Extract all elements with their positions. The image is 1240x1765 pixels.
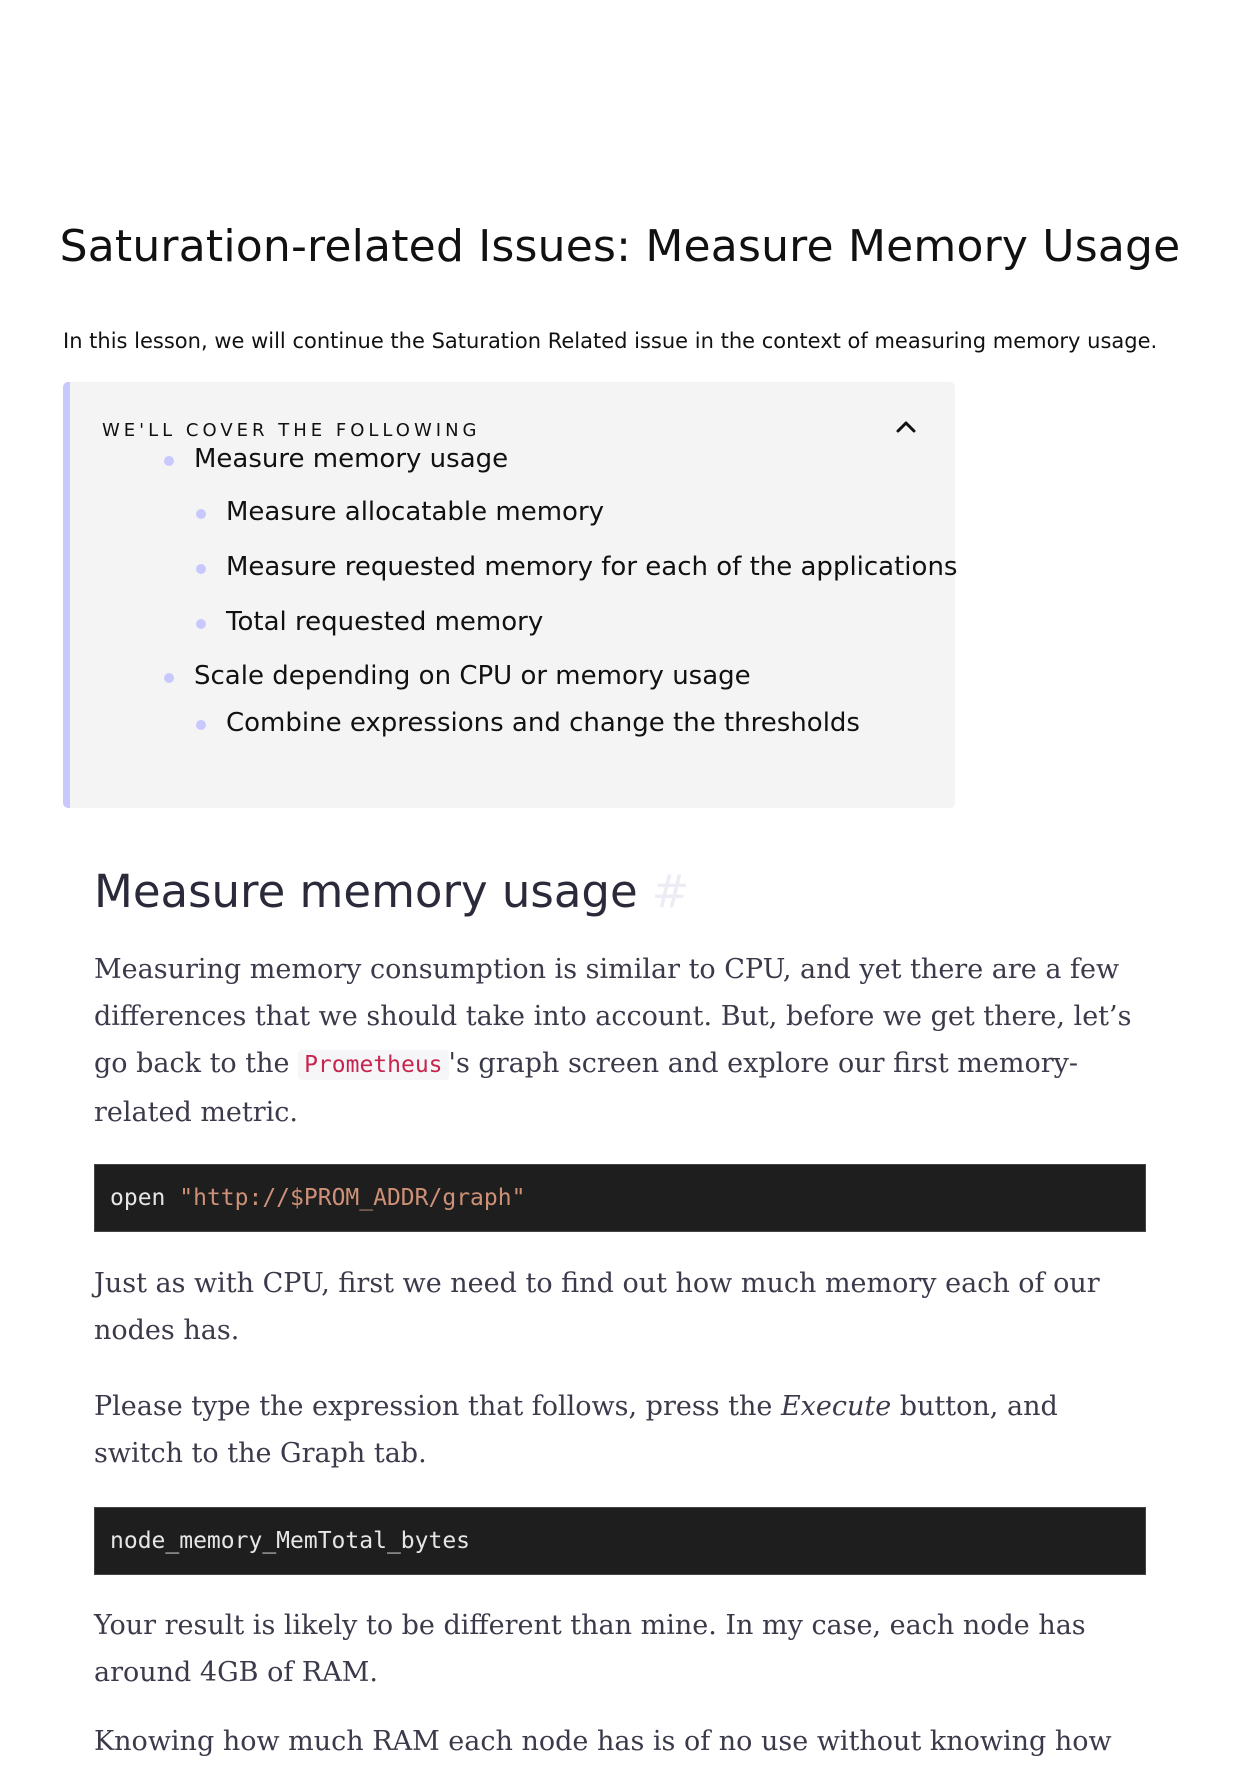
paragraph-result-ram: Your result is likely to be different than mine. In my case, each node has around 4GB of RAM. xyxy=(94,1610,1086,1688)
page-title: Saturation-related Issues: Measure Memory Usage xyxy=(59,221,1181,273)
code-url-string: "http://$PROM_ADDR/graph" xyxy=(179,1185,526,1211)
paragraph-type-expression: Please type the expression that follows, press the Execute button, and switch to the Graph tab. xyxy=(94,1391,1058,1469)
lesson-intro: In this lesson, we will continue the Saturation Related issue in the context of measuring memory usage. xyxy=(63,329,1158,353)
toc-item-scale-cpu-memory[interactable]: Scale depending on CPU or memory usage xyxy=(194,659,751,693)
section-heading-text: Measure memory usage xyxy=(94,865,638,918)
bullet-icon xyxy=(196,509,206,519)
toc-item-measure-requested-memory[interactable]: Measure requested memory for each of the applications xyxy=(226,550,957,584)
code-block-memtotal[interactable]: node_memory_MemTotal_bytes xyxy=(94,1507,1146,1575)
toc-item-measure-allocatable-memory[interactable]: Measure allocatable memory xyxy=(226,495,604,529)
code-block-open-graph[interactable] xyxy=(94,1164,1146,1232)
paragraph-memory-consumption: Measuring memory consumption is similar to CPU, and yet there are a few differences that we should take into account. But, before we get there, let’s go back to the Prometheus 's graph screen and explore our first memory-related metric. xyxy=(94,954,1132,1128)
toc-item-combine-expressions[interactable]: Combine expressions and change the thresholds xyxy=(226,706,860,740)
inline-code-prometheus: Prometheus xyxy=(298,1050,448,1080)
bullet-icon xyxy=(164,456,174,466)
chevron-up-icon[interactable] xyxy=(891,412,921,442)
bullet-icon xyxy=(196,619,206,629)
paragraph-knowing-ram: Knowing how much RAM each node has is of no use without knowing how xyxy=(94,1726,1112,1757)
paragraph-node-memory: Just as with CPU, first we need to find out how much memory each of our nodes has. xyxy=(94,1268,1100,1346)
section-heading xyxy=(94,864,689,920)
bullet-icon xyxy=(196,564,206,574)
toc-heading: WE'LL COVER THE FOLLOWING xyxy=(102,420,481,441)
bullet-icon xyxy=(196,720,206,730)
execute-emphasis: Execute xyxy=(780,1391,892,1422)
bullet-icon xyxy=(164,673,174,683)
toc-item-total-requested-memory[interactable]: Total requested memory xyxy=(226,605,543,639)
toc-panel xyxy=(63,382,958,808)
heading-anchor-link[interactable]: # xyxy=(651,865,690,918)
code-command: open xyxy=(110,1185,166,1211)
toc-item-measure-memory-usage[interactable]: Measure memory usage xyxy=(194,442,508,476)
